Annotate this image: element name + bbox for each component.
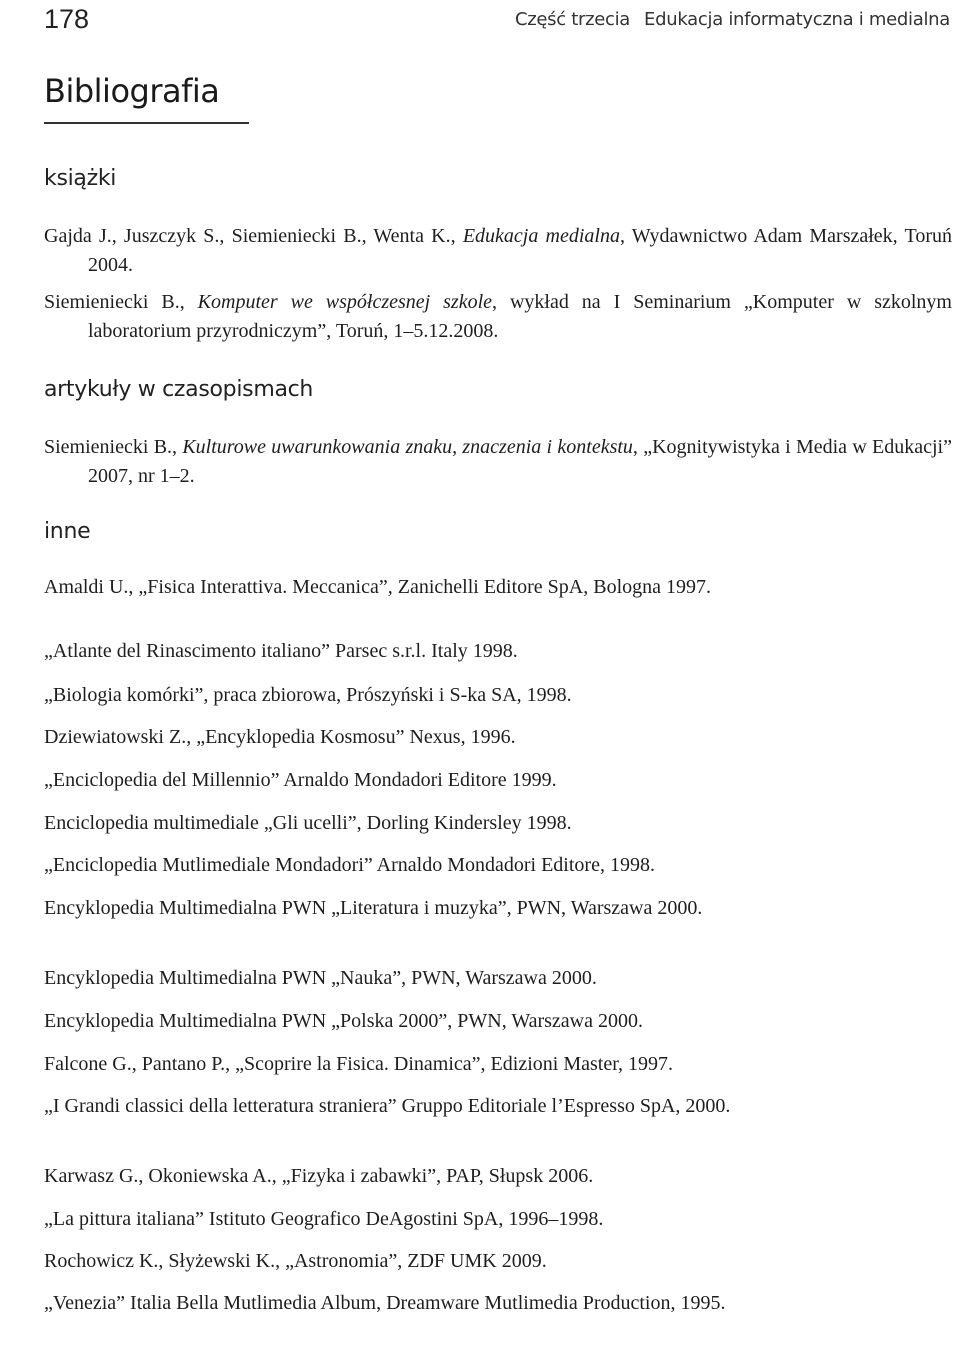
bibliography-entry: Rochowicz K., Słyżewski K., „Astronomia”, ZDF UMK 2009. — [44, 1250, 547, 1272]
bibliography-entry: Karwasz G., Okoniewska A., „Fizyka i zabawki”, PAP, Słupsk 2006. — [44, 1165, 594, 1187]
running-head — [515, 9, 950, 30]
running-head-part: Część trzecia — [514, 9, 631, 30]
bibliography-entry: Enciclopedia multimediale „Gli ucelli”, Dorling Kindersley 1998. — [44, 812, 572, 834]
section-heading-articles: artykuły w czasopismach — [44, 377, 314, 402]
bibliography-entry: „Enciclopedia del Millennio” Arnaldo Mondadori Editore 1999. — [44, 769, 557, 791]
page-title: Bibliografia — [44, 72, 220, 110]
bibliography-entry: Siemieniecki B., Komputer we współczesnej szkole, wykład na I Seminarium „Komputer w szkolnym laboratorium przyrodniczym”, Toruń, 1–5.12.2008. — [44, 291, 952, 342]
bibliography-entry: Siemieniecki B., Kulturowe uwarunkowania znaku, znaczenia i kontekstu, „Kognitywistyka i Media w Edukacji” 2007, nr 1–2. — [44, 436, 952, 487]
section-heading-books: książki — [44, 166, 117, 191]
title-underline — [44, 122, 249, 124]
section-heading-other: inne — [44, 519, 91, 544]
bibliography-entry: Amaldi U., „Fisica Interattiva. Meccanica”, Zanichelli Editore SpA, Bologna 1997. — [44, 576, 712, 598]
bibliography-entry: „Enciclopedia Mutlimediale Mondadori” Arnaldo Mondadori Editore, 1998. — [44, 854, 655, 876]
bibliography-entry: Encyklopedia Multimedialna PWN „Literatura i muzyka”, PWN, Warszawa 2000. — [44, 897, 703, 919]
bibliography-entry: „Biologia komórki”, praca zbiorowa, Prószyński i S-ka SA, 1998. — [44, 684, 572, 706]
running-head-section: Edukacja informatyczna i medialna — [644, 9, 950, 30]
bibliography-entry: „Venezia” Italia Bella Mutlimedia Album, Dreamware Mutlimedia Production, 1995. — [44, 1292, 726, 1314]
bibliography-entry: Encyklopedia Multimedialna PWN „Nauka”, PWN, Warszawa 2000. — [44, 967, 597, 989]
bibliography-entry: „La pittura italiana” Istituto Geografico DeAgostini SpA, 1996–1998. — [44, 1208, 604, 1230]
bibliography-entry: Falcone G., Pantano P., „Scoprire la Fisica. Dinamica”, Edizioni Master, 1997. — [44, 1053, 674, 1075]
bibliography-entry: Gajda J., Juszczyk S., Siemieniecki B., Wenta K., Edukacja medialna, Wydawnictwo Adam Marszałek, Toruń 2004. — [44, 225, 952, 276]
page-number: 178 — [44, 4, 90, 34]
bibliography-entry: Dziewiatowski Z., „Encyklopedia Kosmosu” Nexus, 1996. — [44, 726, 516, 748]
bibliography-entry: Encyklopedia Multimedialna PWN „Polska 2000”, PWN, Warszawa 2000. — [44, 1010, 644, 1032]
bibliography-entry: „Atlante del Rinascimento italiano” Parsec s.r.l. Italy 1998. — [44, 640, 518, 662]
bibliography-entry: „I Grandi classici della letteratura straniera” Gruppo Editoriale l’Espresso SpA, 2000. — [44, 1095, 731, 1117]
